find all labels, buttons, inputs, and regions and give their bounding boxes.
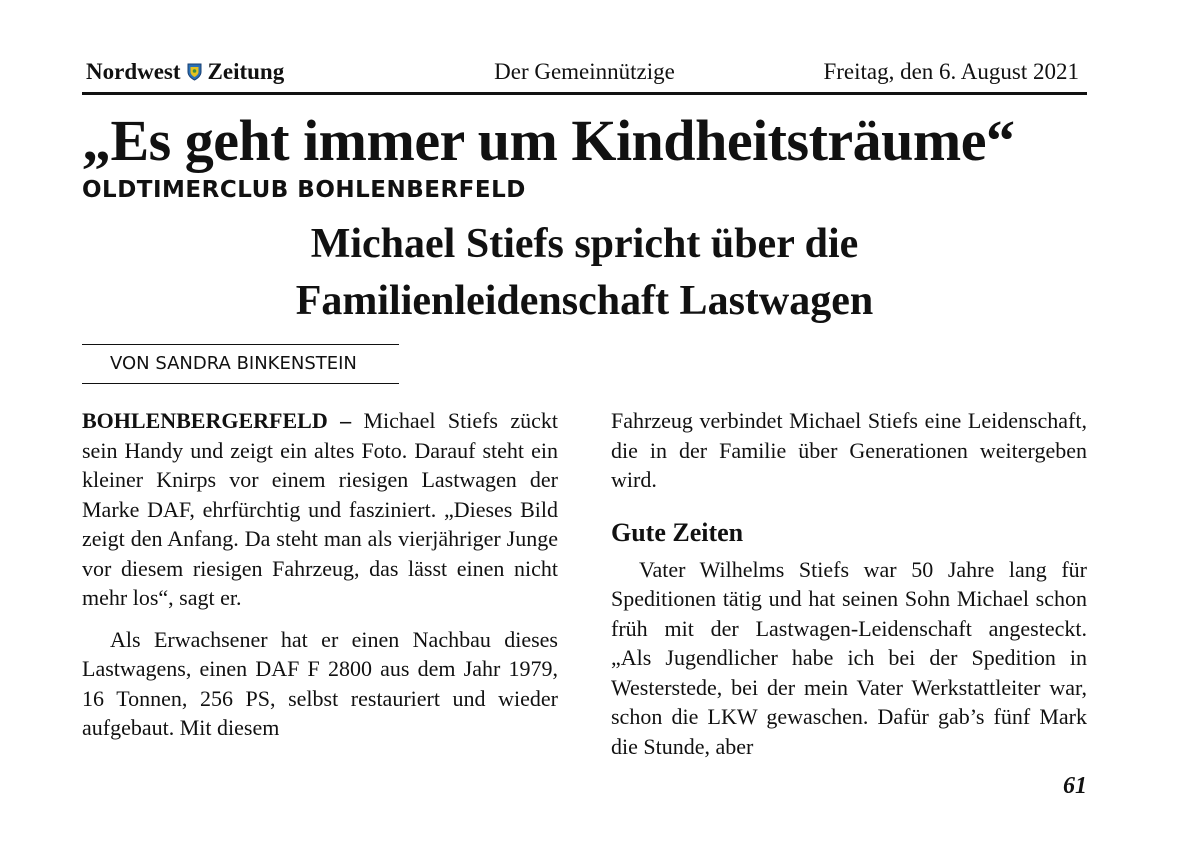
byline: VON SANDRA BINKENSTEIN [110, 353, 357, 374]
page-header [82, 56, 1087, 95]
brand-name-right: Zeitung [207, 59, 285, 84]
article-subhead [82, 216, 1087, 330]
paragraph-2: Als Erwachsener hat er einen Nachbau dieses Lastwagens, einen DAF F 2800 aus dem Jahr 1979, 16 Tonnen, 256 PS, selbst restauriert und wieder aufgebaut. Mit diesem [82, 626, 558, 740]
issue-date: Freitag, den 6. August 2021 [823, 59, 1079, 84]
brand-name-left: Nordwest [86, 59, 181, 84]
section-title: Gute Zeiten [611, 517, 744, 547]
dateline: BOHLENBERGERFELD – [82, 408, 352, 433]
paragraph-4: Vater Wilhelms Stiefs war 50 Jahre lang für Speditionen tätig und hat seinen Sohn Michael schon früh mit der Lastwagen-Leidenschaft angesteckt. „Als Jugendlicher habe ich bei der Spedition in Westerstede, bei der mein Vater Werkstattleiter war, schon die LKW gewaschen. Dafür gab’s fünf Mark die Stunde, aber [611, 556, 1087, 759]
article-column-left [82, 406, 558, 743]
paragraph-1-text: Michael Stiefs zückt sein Handy und zeigt ein altes Foto. Darauf steht ein kleiner Knirps vor einem riesigen Lastwagen der Marke DAF, ehrfürchtig und fasziniert. „Dieses Bild zeigt den Anfang. Da steht man als vierjähriger Junge vor diesem riesigen Fahrzeug, das lässt einen nicht mehr los“, sagt er. [82, 408, 558, 610]
subhead-line-1: Michael Stiefs spricht über die [310, 221, 859, 267]
section-name: Der Gemeinnützige [494, 59, 675, 84]
article-column-right [611, 406, 1087, 761]
article-headline: „Es geht immer um Kindheitsträume“ [82, 108, 1015, 173]
subhead-line-2: Familienleidenschaft Lastwagen [295, 278, 874, 324]
paragraph-1 [82, 406, 558, 613]
byline-box [82, 344, 399, 384]
paragraph-3: Fahrzeug verbindet Michael Stiefs eine Leidenschaft, die in der Familie über Generationen weitergeben wird. [611, 408, 1087, 492]
page-number: 61 [1063, 773, 1087, 799]
article-kicker: OLDTIMERCLUB BOHLENBERFELD [82, 177, 526, 203]
